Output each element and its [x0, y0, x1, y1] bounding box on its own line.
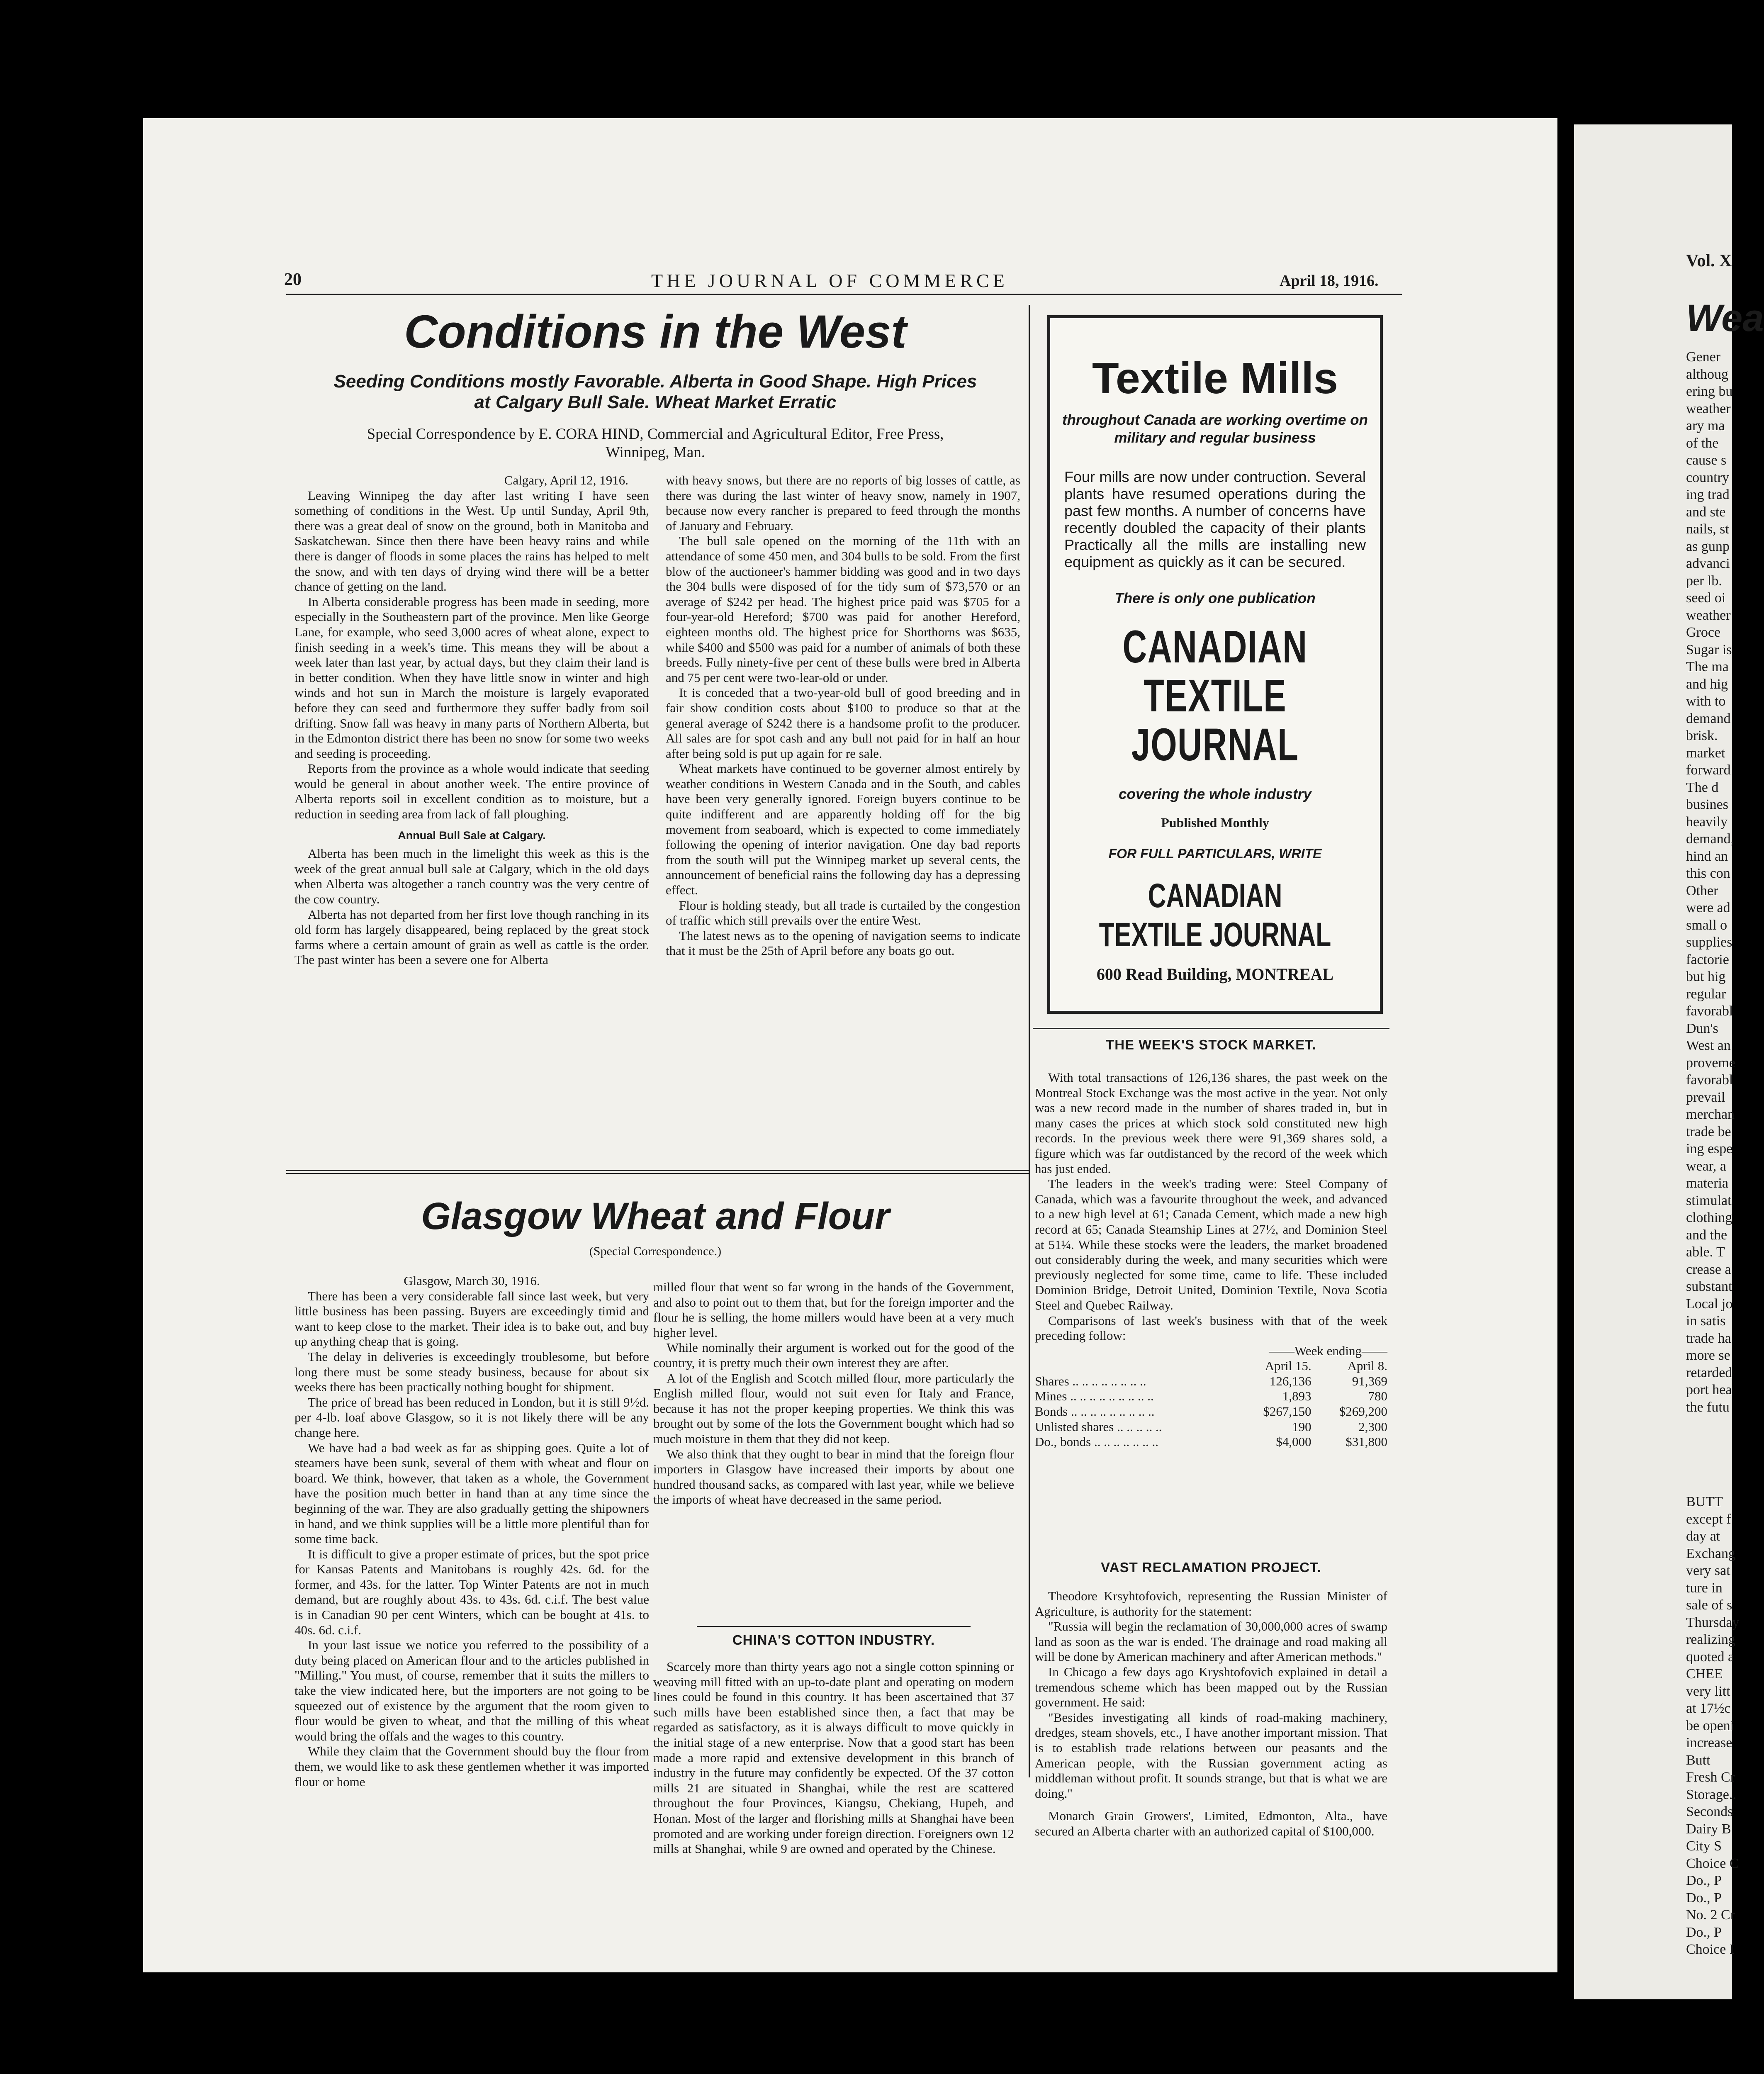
row-label: Shares .. .. .. .. .. .. .. ..: [1035, 1373, 1146, 1388]
table-row: [1035, 1404, 1387, 1419]
paragraph: In Alberta considerable progress has been made in seeding, more especially in the Southeastern part of the province. Men like George Lane, for example, who seed 3,000 acres of wheat alone, expect to finish seeding in a week's time. This means they will be about a week later than last year, by actual days, but they claim their land is in better condition. When they have little snow in winter and high winds and hot sun in March the moisture is largely evaporated before they can seed and furthermore they suffer badly from soil drifting. Snow fall was heavy in many parts of Northern Alberta, but in the Edmonton district there has been no snow for some two weeks and seeding is proceeding.: [294, 594, 649, 761]
paragraph: Comparisons of last week's business with that of the week preceding follow:: [1035, 1313, 1387, 1343]
paragraph: with heavy snows, but there are no reports of big losses of cattle, as there was during the last winter of heavy snow, namely in 1907, because now every rancher is prepared to feed through the months of January and February.: [666, 473, 1020, 533]
week-ending-caption: ——Week ending——: [1269, 1343, 1387, 1358]
conditions-column-2: [666, 473, 1020, 959]
adjacent-page-column-a: Gener althoug ering bu weather ary ma of the cause s country ing trad and ste nails, st as gunp advanci per lb. seed oi weather Groce Sugar is The ma and hig with to demand brisk. market forward The d busines heavily demand, hind an this con Other were ad small o supplies factorie but hig regular favorabl Dun's West an proveme favorabl prevail merchan trade be ing espe wear, a materia stimulat clothing and the able. T crease a substant Local jo in satis trade ha more se retarded port hea the futu: [1686, 349, 1735, 1415]
row-value: $4,000: [1276, 1434, 1311, 1449]
table-row: [1035, 1434, 1387, 1450]
byline-line-2: Winnipeg, Man.: [606, 444, 705, 461]
stock-comparison-table: [1035, 1358, 1387, 1450]
byline-glasgow: (Special Correspondence.): [589, 1244, 722, 1258]
ad-journal-name-2: CANADIAN TEXTILE JOURNAL: [1099, 877, 1331, 954]
paragraph: milled flour that went so far wrong in the hands of the Government, and also to point out to them that, but for the foreign importer and the flour he is selling, the home millers would have been at a very much higher level.: [653, 1280, 1014, 1340]
paragraph: Leaving Winnipeg the day after last writing I have seen something of conditions in the West. Up until Sunday, April 9th, there was a great deal of snow on the ground, both in Manitoba and Saskatchewan. Since then there have been heavy rains and while there is danger of floods in some places the rains has helped to melt the snow, and with ten days of drying wind there will be a better chance of getting on the land.: [294, 488, 649, 594]
row-value: 1,893: [1282, 1389, 1311, 1404]
paragraph: "Russia will begin the reclamation of 30,000,000 acres of swamp land as soon as the war is ended. The drainage and road making all will be done by American machinery and after American methods.": [1035, 1619, 1387, 1664]
row-value: 2,300: [1358, 1419, 1387, 1434]
adjacent-page-column-b: BUTT except f day at Exchang very sat ture in sale of s Thursday realizing quoted a CHEE very litt at 17½c be openi increase Butt Fresh Cr Storage.. Seconds Dairy B City S Choice C Do., P Do., P No. 2 Cr Do., P Choice I: [1686, 1494, 1740, 1957]
table-row: [1035, 1374, 1387, 1389]
conditions-column-1: [294, 473, 649, 968]
paragraph: In Chicago a few days ago Kryshtofovich explained in detail a tremendous scheme which has been mapped out by the Russian government. He said:: [1035, 1664, 1387, 1710]
ad-covering: covering the whole industry: [1119, 786, 1311, 802]
adjacent-page: [1574, 124, 1764, 1999]
row-value: 91,369: [1352, 1373, 1387, 1388]
paragraph: There has been a very considerable fall since last week, but very little business has been passing. Buyers are exceedingly timid and want to keep close to the market. Their idea is to bake out, and buy up anything cheap that is going.: [294, 1288, 649, 1349]
byline-line-1: Special Correspondence by E. CORA HIND, Commercial and Agricultural Editor, Free Press,: [367, 426, 944, 443]
subhead-conditions: Seeding Conditions mostly Favorable. Alberta in Good Shape. High Prices at Calgary Bull Sale. Wheat Market Erratic: [333, 371, 977, 412]
china-column: [653, 1659, 1014, 1857]
reclamation-column: [1035, 1589, 1387, 1839]
ad-only-one: There is only one publication: [1114, 590, 1316, 606]
paragraph: Theodore Krsyhtofovich, representing the Russian Minister of Agriculture, is authority for the statement:: [1035, 1589, 1387, 1619]
byline-conditions: [286, 425, 1024, 462]
stock-market-title: THE WEEK'S STOCK MARKET.: [1106, 1037, 1316, 1052]
header-rule: [286, 294, 1402, 295]
row-label: Unlisted shares .. .. .. .. ..: [1035, 1419, 1162, 1434]
paragraph: While nominally their argument is worked out for the good of the country, it is pretty much their own interest they are after.: [653, 1340, 1014, 1370]
ad-title: Textile Mills: [1092, 354, 1338, 403]
masthead: THE JOURNAL OF COMMERCE: [651, 270, 1008, 291]
page-number: 20: [284, 270, 302, 289]
section-rule: [1033, 1028, 1389, 1029]
dateline-calgary: Calgary, April 12, 1916.: [504, 473, 628, 487]
paragraph: The bull sale opened on the morning of the 11th with an attendance of some 450 men, and 304 bulls to be sold. From the first blow of the auctioneer's hammer bidding was good and in two days the 304 bulls were disposed of for the tidy sum of $73,570 or an average of $242 per head. The highest price paid was $705 for a four-year-old Hereford; $700 was paid for another Hereford, eighteen months old. The highest price for Shorthorns was $635, while $400 and $500 was paid for a number of animals of both these breeds. Fully ninety-five per cent of these bulls were bred in Alberta and 75 per cent were two-lear-old or under.: [666, 533, 1020, 685]
ad-body: Four mills are now under contruction. Several plants have resumed operations during the past few months. A number of concerns have recently doubled the capacity of their plants Practically all the mills are installing new equipment as quickly as it can be secured.: [1064, 468, 1366, 570]
adjacent-page-header: Vol. X: [1686, 251, 1732, 270]
table-header-row: [1035, 1358, 1387, 1374]
headline-glasgow: Glasgow Wheat and Flour: [421, 1195, 890, 1237]
paragraph: Alberta has been much in the limelight this week as this is the week of the great annual bull sale at Calgary, which in the old days when Alberta was altogether a ranch country was the very centre of the cow country.: [294, 846, 649, 907]
column-rule: [1029, 305, 1030, 1777]
table-row: [1035, 1389, 1387, 1404]
paragraph: The price of bread has been reduced in London, but it is still 9½d. per 4-lb. loaf above Glasgow, so it is not likely there will be any change here.: [294, 1395, 649, 1440]
paragraph: The delay in deliveries is exceedingly troublesome, but before long there must be some steady business, because for about six weeks there has been practically nothing bought for shipment.: [294, 1349, 649, 1395]
paragraph: The latest news as to the opening of navigation seems to indicate that it must be the 25th of April before any boats go out.: [666, 928, 1020, 958]
row-label: Mines .. .. .. .. .. .. .. .. ..: [1035, 1389, 1154, 1404]
row-value: $267,150: [1263, 1404, 1311, 1419]
paragraph: We also think that they ought to bear in mind that the foreign flour importers in Glasgow have increased their imports by about one hundred thousand sacks, as compared with last year, while we believe the imports of wheat have decreased in the same period.: [653, 1446, 1014, 1507]
row-value: 126,136: [1269, 1373, 1311, 1388]
paragraph: Wheat markets have continued to be governer almost entirely by weather conditions in Western Canada and in the South, and cables have been very generally ignored. Foreign buyers continue to be quite indifferent and are apparently holding off for the big movement from seaboard, which is expected to come immediately following the opening of interior navigation. One day bad reports from the south will put the Winnipeg market up several cents, the announcement of beneficial rains the following day has a depressing effect.: [666, 761, 1020, 898]
ad-address: 600 Read Building, MONTREAL: [1096, 965, 1334, 983]
section-rule: [697, 1626, 971, 1627]
paragraph: It is conceded that a two-year-old bull of good breeding and in fair show condition costs about $100 to produce so that at the general average of $242 there is a handsome profit to the producer. All sales are for spot cash and any bull not paid for in half an hour after being sold is put up again for re sale.: [666, 685, 1020, 761]
paragraph: Alberta has not departed from her first love though ranching in its old form has largely disappeared, being replaced by the great stock farms where a certain amount of grain as well as cattle is the order. The past winter has been a severe one for Alberta: [294, 907, 649, 967]
paragraph: With total transactions of 126,136 shares, the past week on the Montreal Stock Exchange was the most active in the year. Not only was a new record made in the number of shares traded in, but in many cases the prices at which stock sold constituted new high records. In the previous week there were 91,369 shares sold, a figure which was far outdistanced by the record of the week which has just ended.: [1035, 1070, 1387, 1176]
dateline-glasgow: Glasgow, March 30, 1916.: [404, 1273, 540, 1288]
headline-conditions: Conditions in the West: [404, 306, 907, 358]
paragraph: The leaders in the week's trading were: Steel Company of Canada, which was a favourite throughout the week, and advanced to a new high level at 61; Canada Cement, which made a new high record at 65; Canada Steamship Lines at 27½, and Dominion Steel at 51¼. While these stocks were the leaders, the market broadened out considerably during the week, and many securities which were previously neglected for some time, came to life. These included Dominion Bridge, Detroit United, Dominion Textile, Nova Scotia Steel and Quebec Railway.: [1035, 1176, 1387, 1312]
subsection-heading: Annual Bull Sale at Calgary.: [398, 829, 546, 842]
paragraph: Monarch Grain Growers', Limited, Edmonton, Alta., have secured an Alberta charter with an authorized capital of $100,000.: [1035, 1809, 1387, 1838]
paragraph: "Besides investigating all kinds of road-making machinery, dredges, steam shovels, etc., I have another important mission. That is to establish trade relations between our peasants and the American people, with the Russian government acting as middleman without profit. It sounds strange, but that is what we are doing.": [1035, 1710, 1387, 1801]
ad-frequency: Published Monthly: [1161, 815, 1269, 830]
paragraph: Flour is holding steady, but all trade is curtailed by the congestion of traffic which still prevails over the entire West.: [666, 898, 1020, 928]
row-value: $269,200: [1339, 1404, 1387, 1419]
paragraph: In your last issue we notice you referred to the possibility of a duty being placed on American flour and to the articles published in "Milling." You must, of course, remember that it suits the millers to take the view indicated here, but the importers are not going to be squeezed out of existence by the argument that the room given to flour would be given to wheat, and that the milling of this wheat would bring the offals and the wages to this country.: [294, 1638, 649, 1743]
paragraph: Scarcely more than thirty years ago not a single cotton spinning or weaving mill fitted with an up-to-date plant and operating on modern lines could be found in this country. It has been ascertained that 37 such mills have been established since then, a fact that may be regarded as satisfactory, as it is always difficult to move quickly in the initial stage of a new enterprise. Now that a good start has been made a more rapid and extensive development in this branch of industry in the future may confidently be expected. Of the 37 cotton mills 21 are situated in Shanghai, while the rest are scattered throughout the four Provinces, Kiangsu, Chekiang, Hupeh, and Honan. Most of the larger and florishing mills at Shanghai have been promoted and are working under foreign direction. Foreigners own 12 mills at Shanghai, while 9 are owned and operated by the Chinese.: [653, 1659, 1014, 1856]
china-title: CHINA'S COTTON INDUSTRY.: [732, 1632, 935, 1648]
row-label: Bonds .. .. .. .. .. .. .. .. ..: [1035, 1404, 1155, 1419]
paragraph: A lot of the English and Scotch milled flour, more particularly the English milled flour, would not suit even for Italy and France, because it has not the proper keeping properties. We think this was brought out by some of the lots the Government bought which had so much moisture in them that they did not keep.: [653, 1370, 1014, 1446]
issue-date: April 18, 1916.: [1280, 272, 1379, 290]
stock-market-column: [1035, 1070, 1387, 1450]
row-label: Do., bonds .. .. .. .. .. .. ..: [1035, 1434, 1158, 1449]
textile-journal-advertisement: [1047, 315, 1383, 1014]
paragraph: We have had a bad week as far as shipping goes. Quite a lot of steamers have been sunk, several of them with wheat and flour on board. We think, however, that taken as a whole, the Government have the position much better in hand than at any time since the beginning of the war. They are also gradually getting the shipowners in hand, and we think supplies will be a little more plentiful than for some time back.: [294, 1440, 649, 1546]
section-rule: [286, 1170, 1029, 1171]
column-header: April 8.: [1347, 1358, 1387, 1373]
glasgow-column-1: [294, 1273, 649, 1789]
adjacent-page-title: Wea: [1686, 297, 1764, 339]
table-row: [1035, 1419, 1387, 1435]
ad-tagline: throughout Canada are working overtime on military and regular business: [1062, 412, 1368, 446]
glasgow-column-2: [653, 1280, 1014, 1507]
ad-call-to-action: FOR FULL PARTICULARS, WRITE: [1108, 846, 1322, 861]
row-value: 780: [1368, 1389, 1387, 1404]
paragraph: It is difficult to give a proper estimate of prices, but the spot price for Kansas Patents and Manitobans is roughly 42s. 6d. for the former, and 43s. for the latter. Top Winter Patents are not in much demand, but are roughly about 43s. to 43s. 6d. c.i.f. The best value is in Canadian 90 per cent Winters, which can be bought at 41s. to 40s. 6d. c.i.f.: [294, 1546, 649, 1637]
reclamation-title: VAST RECLAMATION PROJECT.: [1101, 1560, 1321, 1575]
row-value: 190: [1292, 1419, 1311, 1434]
ad-journal-name: CANADIAN TEXTILE JOURNAL: [1122, 621, 1308, 770]
paragraph: While they claim that the Government should buy the flour from them, we would like to ask these gentlemen whether it was imported flour or home: [294, 1744, 649, 1789]
row-value: $31,800: [1346, 1434, 1387, 1449]
column-header: April 15.: [1265, 1358, 1311, 1373]
section-rule: [286, 1173, 1029, 1174]
paragraph: Reports from the province as a whole would indicate that seeding would be general in about another week. The entire province of Alberta reports soil in excellent condition as to moisture, but a reduction in seeding area from lack of fall ploughing.: [294, 761, 649, 822]
